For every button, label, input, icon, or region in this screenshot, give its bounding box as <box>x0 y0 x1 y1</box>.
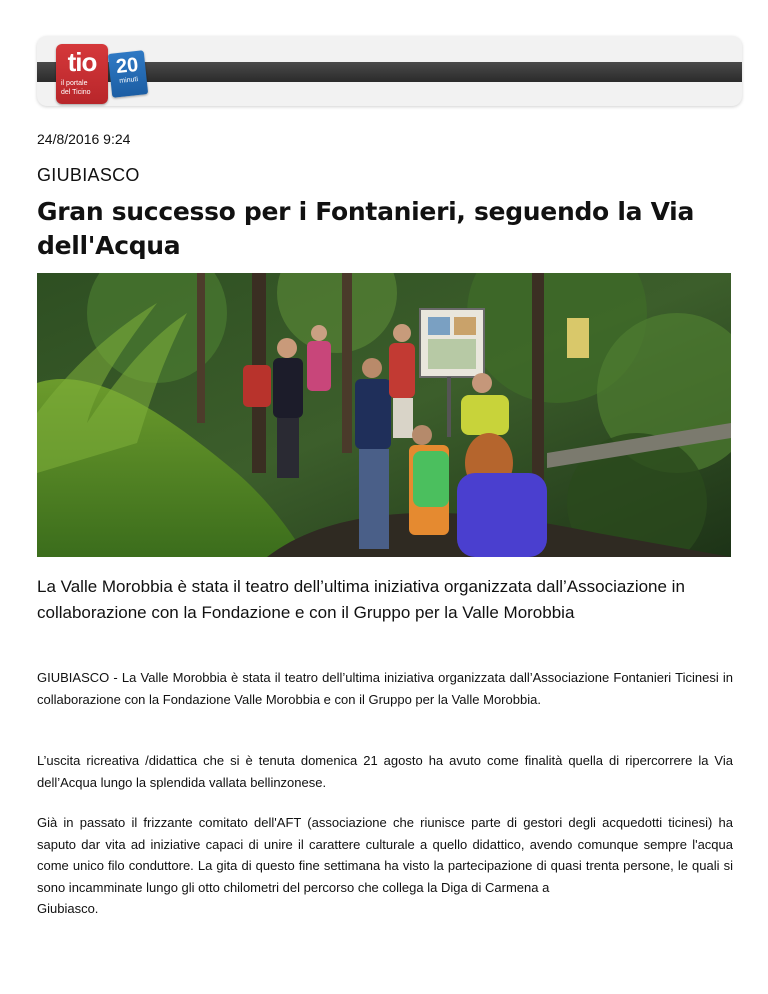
article-paragraph-2: L’uscita ricreativa /didattica che si è tenuta domenica 21 agosto ha avuto come finalità quella di ripercorrere la Via dell’Acqua lungo la splendida vallata bellinzonese. <box>37 753 733 790</box>
article-title: Gran successo per i Fontanieri, seguendo la Via dell'Acqua <box>37 197 695 260</box>
partner-label: minuti <box>119 76 139 85</box>
partner-number: 20 <box>114 53 140 79</box>
tio-logo[interactable] <box>56 44 108 104</box>
article-paragraph-3 <box>37 812 733 920</box>
logo-brand: tio <box>67 47 97 77</box>
paragraph-3-text: Già in passato il frizzante comitato dell'AFT (associazione che riunisce parte di gestori degli acquedotti ticinesi) ha saputo dar vita ad iniziative capaci di unire il carattere culturale a quello didattico, avendo comunque sempre l'acqua come unico filo conduttore. La gita di questo fine settimana ha visto la partecipazione di quasi trenta persone, le quali si sono incamminate lungo gli otto chilometri del percorso che collega la Diga di Carmena a <box>37 815 733 895</box>
article-lead: La Valle Morobbia è stata il teatro dell’ultima iniziativa organizzata dall’Associazione in collaborazione con la Fondazione e con il Gruppo per la Valle Morobbia <box>37 577 685 622</box>
article-kicker: GIUBIASCO <box>37 165 140 185</box>
paragraph-3-tail: Giubiasco. <box>37 901 99 916</box>
article-photo <box>37 273 731 557</box>
forest-hikers-illustration <box>37 273 731 557</box>
article-paragraph-1: GIUBIASCO - La Valle Morobbia è stata il teatro dell’ultima iniziativa organizzata dall’Associazione Fontanieri Ticinesi in collaborazione con la Fondazione Valle Morobbia e con il Gruppo per la Valle Morobbia. <box>37 670 733 707</box>
logo-tagline-1: il portale <box>61 80 88 87</box>
logo-tagline-2: del Ticino <box>61 89 91 96</box>
20-minuti-logo[interactable] <box>108 50 148 98</box>
article-date: 24/8/2016 9:24 <box>37 131 131 147</box>
